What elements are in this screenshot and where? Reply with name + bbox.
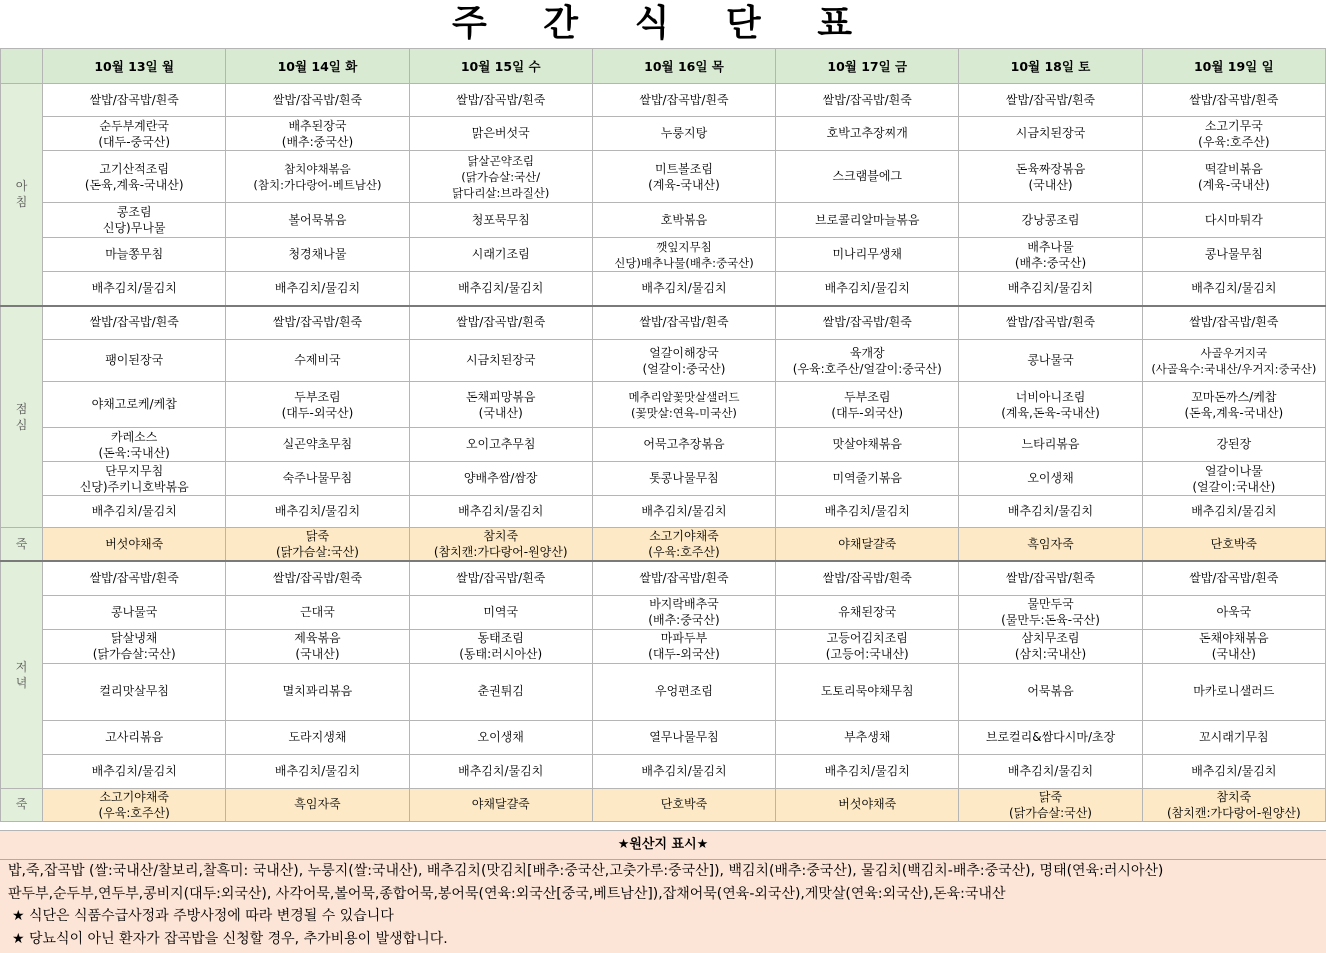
menu-cell: 배추김치/물김치 (776, 754, 959, 788)
day-header: 10월 14일 화 (226, 49, 409, 84)
menu-cell: 배추나물 (배추:중국산) (959, 238, 1142, 272)
menu-cell: 배추김치/물김치 (226, 272, 409, 306)
menu-cell: 쌀밥/잡곡밥/흰죽 (1142, 561, 1325, 595)
menu-cell: 브로컬리&쌈다시마/초장 (959, 720, 1142, 754)
menu-cell: 쌀밥/잡곡밥/흰죽 (592, 306, 775, 340)
menu-cell: 오이생채 (959, 462, 1142, 496)
lunch-row (1, 382, 1326, 428)
menu-cell: 얼갈이나물 (얼갈이:국내산) (1142, 462, 1325, 496)
menu-cell: 스크램블에그 (776, 151, 959, 203)
menu-cell: 쌀밥/잡곡밥/흰죽 (43, 306, 226, 340)
menu-cell: 배추김치/물김치 (1142, 496, 1325, 528)
menu-change-note: ★ 식단은 식품수급사정과 주방사정에 따라 변경될 수 있습니다 (12, 908, 394, 924)
day-header: 10월 18일 토 (959, 49, 1142, 84)
porridge-cell: 단호박죽 (592, 788, 775, 821)
porridge-cell: 참치죽 (참치캔:가다랑어-원양산) (1142, 788, 1325, 821)
dinner-row (1, 629, 1326, 663)
menu-cell: 호박고추장찌개 (776, 117, 959, 151)
menu-cell: 실곤약초무침 (226, 428, 409, 462)
menu-cell: 카레소스 (돈육:국내산) (43, 428, 226, 462)
menu-cell: 마늘쫑무침 (43, 238, 226, 272)
menu-cell: 소고기무국 (우육:호주산) (1142, 117, 1325, 151)
menu-cell: 미역줄기볶음 (776, 462, 959, 496)
menu-cell: 쌀밥/잡곡밥/흰죽 (43, 84, 226, 117)
dinner-label: 저 녁 (1, 561, 43, 788)
menu-cell: 배추김치/물김치 (43, 272, 226, 306)
porridge-cell: 닭죽 (닭가슴살:국산) (226, 528, 409, 562)
lunch-row (1, 340, 1326, 382)
origin-title: ★원산지 표시★ (0, 831, 1326, 860)
menu-cell: 배추김치/물김치 (409, 496, 592, 528)
lunch-row (1, 496, 1326, 528)
menu-cell: 배추김치/물김치 (1142, 754, 1325, 788)
breakfast-label: 아 침 (1, 84, 43, 306)
menu-cell: 춘권튀김 (409, 663, 592, 720)
menu-cell: 깻잎지무침 신당)배추나물(배추:중국산) (592, 238, 775, 272)
menu-cell: 미트볼조림 (계육-국내산) (592, 151, 775, 203)
menu-cell: 쌀밥/잡곡밥/흰죽 (1142, 306, 1325, 340)
menu-cell: 오이생채 (409, 720, 592, 754)
menu-cell: 오이고추무침 (409, 428, 592, 462)
menu-cell: 강된장 (1142, 428, 1325, 462)
menu-cell: 닭살냉채 (닭가슴살:국산) (43, 629, 226, 663)
porridge-cell: 야채달걀죽 (409, 788, 592, 821)
menu-cell: 사골우거지국 (사골육수:국내산/우거지:중국산) (1142, 340, 1325, 382)
corner-cell (1, 49, 43, 84)
dinner-row (1, 663, 1326, 720)
menu-cell: 쌀밥/잡곡밥/흰죽 (592, 84, 775, 117)
menu-cell: 볼어묵볶음 (226, 203, 409, 238)
dinner-row (1, 720, 1326, 754)
menu-cell: 맛살야채볶음 (776, 428, 959, 462)
menu-cell: 콩나물국 (959, 340, 1142, 382)
menu-cell: 쌀밥/잡곡밥/흰죽 (409, 84, 592, 117)
menu-cell: 쌀밥/잡곡밥/흰죽 (1142, 84, 1325, 117)
menu-cell: 배추김치/물김치 (959, 754, 1142, 788)
menu-cell: 동태조림 (동태:러시아산) (409, 629, 592, 663)
day-header: 10월 17일 금 (776, 49, 959, 84)
dinner-row (1, 754, 1326, 788)
menu-cell: 청포묵무침 (409, 203, 592, 238)
menu-cell: 쌀밥/잡곡밥/흰죽 (959, 306, 1142, 340)
menu-cell: 배추김치/물김치 (1142, 272, 1325, 306)
menu-cell: 시금치된장국 (959, 117, 1142, 151)
menu-cell: 배추김치/물김치 (409, 754, 592, 788)
menu-cell: 돈채피망볶음 (국내산) (409, 382, 592, 428)
menu-cell: 어묵고추장볶음 (592, 428, 775, 462)
extra-cost-note: ★ 당뇨식이 아닌 환자가 잡곡밥을 신청할 경우, 추가비용이 발생합니다. (12, 930, 448, 947)
menu-cell: 어묵볶음 (959, 663, 1142, 720)
lunch-row (1, 306, 1326, 340)
dinner-row (1, 595, 1326, 629)
menu-cell: 돈육짜장볶음 (국내산) (959, 151, 1142, 203)
day-header: 10월 15일 수 (409, 49, 592, 84)
menu-cell: 부추생채 (776, 720, 959, 754)
menu-cell: 배추김치/물김치 (43, 754, 226, 788)
porridge-label: 죽 (1, 528, 43, 562)
menu-cell: 열무나물무침 (592, 720, 775, 754)
breakfast-row (1, 151, 1326, 203)
menu-cell: 미나리무생채 (776, 238, 959, 272)
porridge-cell: 흑임자죽 (226, 788, 409, 821)
menu-cell: 육개장 (우육:호주산/얼갈이:중국산) (776, 340, 959, 382)
menu-cell: 배추김치/물김치 (959, 272, 1142, 306)
menu-cell: 야채고로케/케찹 (43, 382, 226, 428)
menu-cell: 돈채야채볶음 (국내산) (1142, 629, 1325, 663)
menu-cell: 쌀밥/잡곡밥/흰죽 (226, 561, 409, 595)
menu-cell: 쌀밥/잡곡밥/흰죽 (959, 84, 1142, 117)
menu-cell: 컬리맛살무침 (43, 663, 226, 720)
lunch-row (1, 462, 1326, 496)
porridge-cell: 야채달걀죽 (776, 528, 959, 562)
day-header: 10월 13일 월 (43, 49, 226, 84)
menu-cell: 배추김치/물김치 (43, 496, 226, 528)
weekly-menu-table (0, 48, 1326, 822)
menu-cell: 도라지생채 (226, 720, 409, 754)
porridge-cell: 버섯야채죽 (43, 528, 226, 562)
menu-cell: 배추김치/물김치 (592, 496, 775, 528)
menu-cell: 멸치꽈리볶음 (226, 663, 409, 720)
menu-cell: 마파두부 (대두-외국산) (592, 629, 775, 663)
menu-cell: 꼬시래기무침 (1142, 720, 1325, 754)
menu-cell: 시금치된장국 (409, 340, 592, 382)
porridge-cell: 소고기야채죽 (우육:호주산) (43, 788, 226, 821)
menu-cell: 배추김치/물김치 (776, 496, 959, 528)
porridge-label: 죽 (1, 788, 43, 821)
menu-cell: 강낭콩조림 (959, 203, 1142, 238)
menu-cell: 다시마튀각 (1142, 203, 1325, 238)
porridge-cell: 소고기야채죽 (우육:호주산) (592, 528, 775, 562)
menu-cell: 고기산적조림 (돈육,계육-국내산) (43, 151, 226, 203)
day-header: 10월 19일 일 (1142, 49, 1325, 84)
menu-cell: 배추김치/물김치 (592, 754, 775, 788)
menu-cell: 맑은버섯국 (409, 117, 592, 151)
menu-cell: 누룽지탕 (592, 117, 775, 151)
menu-cell: 고사리볶음 (43, 720, 226, 754)
menu-cell: 브로콜리알마늘볶음 (776, 203, 959, 238)
breakfast-row (1, 84, 1326, 117)
page-title: 주 간 식 단 표 (451, 3, 874, 44)
dinner-row (1, 561, 1326, 595)
menu-cell: 도토리묵야채무침 (776, 663, 959, 720)
menu-cell: 두부조림 (대두-외국산) (776, 382, 959, 428)
menu-cell: 삼치무조림 (삼치:국내산) (959, 629, 1142, 663)
menu-cell: 단무지무침 신당)주키니호박볶음 (43, 462, 226, 496)
menu-cell: 수제비국 (226, 340, 409, 382)
menu-cell: 콩조림 신당)무나물 (43, 203, 226, 238)
menu-cell: 배추김치/물김치 (226, 496, 409, 528)
menu-cell: 떡갈비볶음 (계육-국내산) (1142, 151, 1325, 203)
menu-cell: 두부조림 (대두-외국산) (226, 382, 409, 428)
menu-cell: 배추김치/물김치 (409, 272, 592, 306)
menu-cell: 배추김치/물김치 (959, 496, 1142, 528)
menu-cell: 쌀밥/잡곡밥/흰죽 (776, 306, 959, 340)
menu-cell: 제육볶음 (국내산) (226, 629, 409, 663)
dinner_porridge-row (1, 788, 1326, 821)
menu-cell: 쌀밥/잡곡밥/흰죽 (409, 306, 592, 340)
menu-cell: 얼갈이해장국 (얼갈이:중국산) (592, 340, 775, 382)
lunch-label: 점 심 (1, 306, 43, 528)
menu-cell: 배추김치/물김치 (776, 272, 959, 306)
origin-notice (0, 830, 1326, 953)
menu-cell: 꼬마돈까스/케찹 (돈육,계육-국내산) (1142, 382, 1325, 428)
menu-cell: 유채된장국 (776, 595, 959, 629)
breakfast-row (1, 238, 1326, 272)
menu-cell: 쌀밥/잡곡밥/흰죽 (226, 306, 409, 340)
menu-cell: 순두부계란국 (대두-중국산) (43, 117, 226, 151)
origin-line-2: 판두부,순두부,연두부,콩비지(대두:외국산), 사각어묵,볼어묵,종합어묵,봉어묵(연육:외국산[중국,베트남산]),잡채어묵(연육-외국산),게맛살(연육:외국산),돈육:국내산 (8, 885, 1006, 902)
menu-cell: 고등어김치조림 (고등어:국내산) (776, 629, 959, 663)
menu-cell: 쌀밥/잡곡밥/흰죽 (959, 561, 1142, 595)
menu-cell: 느타리볶음 (959, 428, 1142, 462)
menu-cell: 숙주나물무침 (226, 462, 409, 496)
menu-cell: 시래기조림 (409, 238, 592, 272)
breakfast-row (1, 117, 1326, 151)
lunch-row (1, 428, 1326, 462)
menu-cell: 쌀밥/잡곡밥/흰죽 (226, 84, 409, 117)
porridge-cell: 단호박죽 (1142, 528, 1325, 562)
day-header: 10월 16일 목 (592, 49, 775, 84)
porridge-cell: 버섯야채죽 (776, 788, 959, 821)
menu-cell: 양배추쌈/쌈장 (409, 462, 592, 496)
origin-line-1: 밥,죽,잡곡밥 (쌀:국내산/찰보리,찰흑미: 국내산), 누룽지(쌀:국내산), 배추김치(맛김치[배추:중국산,고춧가루:중국산]), 백김치(배추:중국산), 물김치(백김치-배추:중국산), 명태(연육:러시아산) (8, 863, 1164, 879)
menu-cell: 팽이된장국 (43, 340, 226, 382)
menu-cell: 콩나물무침 (1142, 238, 1325, 272)
menu-cell: 미역국 (409, 595, 592, 629)
menu-cell: 너비아니조림 (계육,돈육-국내산) (959, 382, 1142, 428)
menu-cell: 아욱국 (1142, 595, 1325, 629)
menu-cell: 호박볶음 (592, 203, 775, 238)
menu-cell: 쌀밥/잡곡밥/흰죽 (43, 561, 226, 595)
breakfast-row (1, 272, 1326, 306)
menu-cell: 콩나물국 (43, 595, 226, 629)
menu-cell: 참치야채볶음 (참치:가다랑어-베트남산) (226, 151, 409, 203)
menu-cell: 쌀밥/잡곡밥/흰죽 (776, 84, 959, 117)
menu-cell: 마카로니샐러드 (1142, 663, 1325, 720)
menu-cell: 배추김치/물김치 (592, 272, 775, 306)
menu-cell: 쌀밥/잡곡밥/흰죽 (776, 561, 959, 595)
menu-cell: 바지락배추국 (배추:중국산) (592, 595, 775, 629)
porridge-cell: 흑임자죽 (959, 528, 1142, 562)
menu-cell: 배추김치/물김치 (226, 754, 409, 788)
menu-cell: 쌀밥/잡곡밥/흰죽 (592, 561, 775, 595)
menu-cell: 쌀밥/잡곡밥/흰죽 (409, 561, 592, 595)
day-header-row (1, 49, 1326, 84)
breakfast-row (1, 203, 1326, 238)
porridge-cell: 참치죽 (참치캔:가다랑어-원양산) (409, 528, 592, 562)
lunch_porridge-row (1, 528, 1326, 562)
menu-cell: 배추된장국 (배추:중국산) (226, 117, 409, 151)
menu-cell: 톳콩나물무침 (592, 462, 775, 496)
menu-cell: 근대국 (226, 595, 409, 629)
porridge-cell: 닭죽 (닭가슴살:국산) (959, 788, 1142, 821)
menu-cell: 청경채나물 (226, 238, 409, 272)
menu-cell: 우엉편조림 (592, 663, 775, 720)
menu-cell: 물만두국 (물만두:돈육-국산) (959, 595, 1142, 629)
menu-cell: 닭살곤약조림 (닭가슴살:국산/ 닭다리살:브라질산) (409, 151, 592, 203)
menu-cell: 메추리알꽃맛살샐러드 (꽃맛살:연육-미국산) (592, 382, 775, 428)
